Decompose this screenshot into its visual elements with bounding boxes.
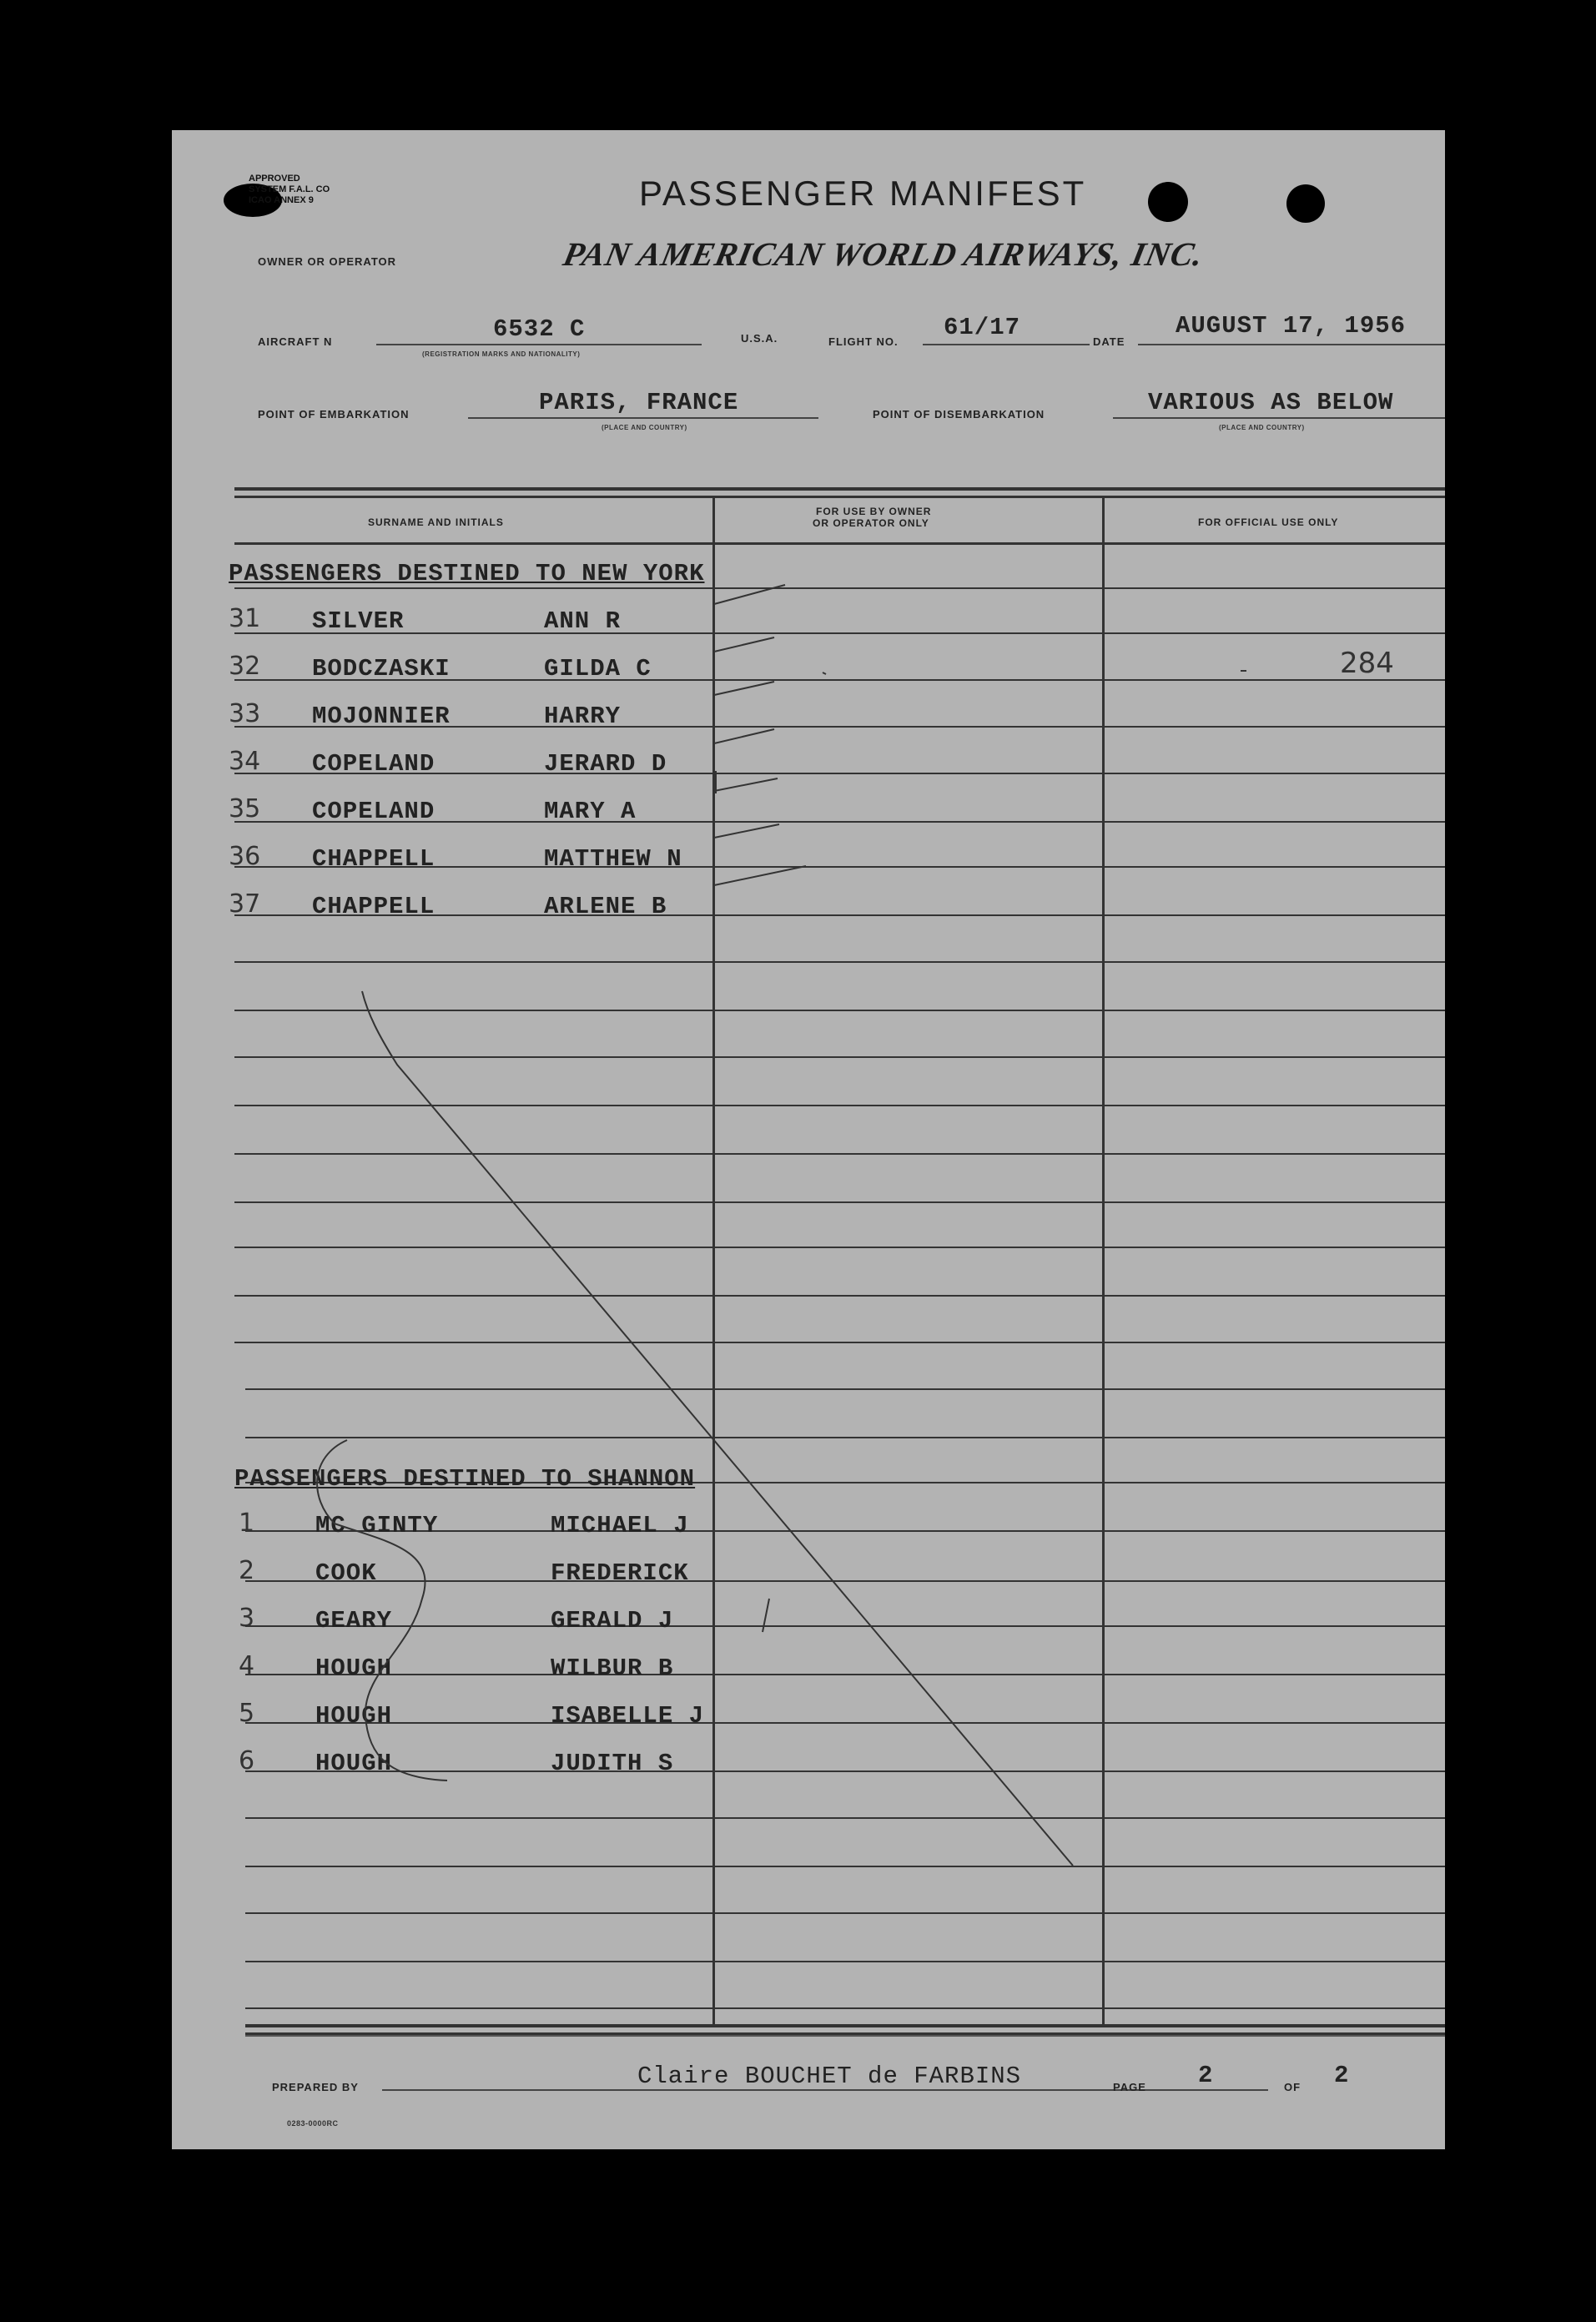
flight-value: 61/17 bbox=[944, 314, 1021, 341]
official-use-value: 284 bbox=[1340, 647, 1394, 680]
passenger-surname: MC GINTY bbox=[315, 1512, 439, 1539]
passenger-surname: COOK bbox=[315, 1559, 377, 1587]
passenger-surname: SILVER bbox=[312, 607, 405, 635]
stamp-line-1: APPROVED bbox=[249, 174, 300, 184]
page-label: PAGE bbox=[1113, 2081, 1146, 2093]
passenger-surname: BODCZASKI bbox=[312, 655, 451, 682]
passenger-surname: HOUGH bbox=[315, 1655, 393, 1682]
footer-rule bbox=[245, 2035, 1445, 2037]
check-mark bbox=[714, 637, 774, 652]
column-header-owner-2: OR OPERATOR ONLY bbox=[813, 517, 929, 529]
passenger-number: 3 bbox=[239, 1604, 255, 1633]
passenger-number: 35 bbox=[229, 794, 261, 824]
passenger-number: 32 bbox=[229, 652, 261, 681]
passenger-surname: CHAPPELL bbox=[312, 893, 436, 920]
form-code: 0283-0000RC bbox=[287, 2119, 339, 2128]
flight-label: FLIGHT NO. bbox=[828, 335, 899, 348]
column-header-surname: SURNAME AND INITIALS bbox=[368, 516, 504, 528]
passenger-surname: COPELAND bbox=[312, 798, 436, 825]
passenger-number: 4 bbox=[239, 1651, 255, 1680]
passenger-surname: MOJONNIER bbox=[312, 703, 451, 730]
place-note-disembark: (PLACE AND COUNTRY) bbox=[1219, 424, 1305, 431]
section-heading-shannon: PASSENGERS DESTINED TO SHANNON bbox=[234, 1465, 696, 1493]
passenger-number: 31 bbox=[229, 604, 261, 633]
disembark-value: VARIOUS AS BELOW bbox=[1148, 389, 1394, 416]
passenger-given-name: MATTHEW N bbox=[544, 845, 682, 873]
passenger-number: 34 bbox=[229, 747, 261, 776]
of-value: 2 bbox=[1334, 2062, 1350, 2089]
passenger-number: 37 bbox=[229, 889, 261, 919]
aircraft-label: AIRCRAFT N bbox=[258, 335, 333, 348]
passenger-surname: HOUGH bbox=[315, 1702, 393, 1730]
manifest-sheet bbox=[172, 130, 1445, 2149]
prepared-label: PREPARED BY bbox=[272, 2081, 359, 2093]
usa-label: U.S.A. bbox=[741, 332, 778, 345]
passenger-number: 2 bbox=[239, 1556, 255, 1585]
passenger-surname: CHAPPELL bbox=[312, 845, 436, 873]
passenger-given-name: JERARD D bbox=[544, 750, 667, 778]
passenger-surname: HOUGH bbox=[315, 1750, 393, 1777]
embark-value: PARIS, FRANCE bbox=[539, 389, 739, 416]
place-note-embark: (PLACE AND COUNTRY) bbox=[602, 424, 687, 431]
passenger-given-name: HARRY bbox=[544, 703, 622, 730]
prepared-value: Claire BOUCHET de FARBINS bbox=[637, 2063, 1022, 2090]
bracket-curve bbox=[317, 1440, 447, 1781]
embark-label: POINT OF EMBARKATION bbox=[258, 408, 410, 421]
passenger-surname: COPELAND bbox=[312, 750, 436, 778]
passenger-given-name: GERALD J bbox=[551, 1607, 674, 1634]
date-label: DATE bbox=[1093, 335, 1125, 348]
check-mark bbox=[714, 824, 779, 838]
passenger-surname: GEARY bbox=[315, 1607, 393, 1634]
handwritten-marks bbox=[172, 130, 1445, 2149]
registration-note: (REGISTRATION MARKS AND NATIONALITY) bbox=[422, 350, 581, 358]
passenger-number: 36 bbox=[229, 842, 261, 871]
passenger-given-name: GILDA C bbox=[544, 655, 652, 682]
column-header-owner-1: FOR USE BY OWNER bbox=[816, 506, 932, 517]
of-label: OF bbox=[1284, 2081, 1301, 2093]
passenger-number: 1 bbox=[239, 1509, 255, 1538]
check-mark bbox=[714, 778, 778, 791]
check-mark bbox=[714, 682, 774, 695]
section-heading-new-york: PASSENGERS DESTINED TO NEW YORK bbox=[229, 560, 705, 587]
passenger-number: 5 bbox=[239, 1699, 255, 1728]
airline-name: PAN AMERICAN WORLD AIRWAYS, INC. bbox=[560, 235, 1208, 273]
page-value: 2 bbox=[1198, 2062, 1214, 2089]
diagonal-strike bbox=[362, 991, 1073, 1866]
check-mark bbox=[714, 729, 774, 743]
passenger-given-name: FREDERICK bbox=[551, 1559, 689, 1587]
stamp-line-2: SYSTEM F.A.L. CO bbox=[249, 184, 330, 194]
column-header-official: FOR OFFICIAL USE ONLY bbox=[1198, 516, 1339, 528]
passenger-given-name: MICHAEL J bbox=[551, 1512, 689, 1539]
tick-mark bbox=[823, 672, 826, 674]
check-mark bbox=[714, 585, 785, 604]
passenger-given-name: JUDITH S bbox=[551, 1750, 674, 1777]
check-mark bbox=[714, 866, 806, 885]
stamp-line-3: ICAO ANNEX 9 bbox=[249, 195, 314, 205]
passenger-number: 33 bbox=[229, 699, 261, 728]
passenger-given-name: WILBUR B bbox=[551, 1655, 674, 1682]
passenger-number: 6 bbox=[239, 1746, 255, 1775]
date-value: AUGUST 17, 1956 bbox=[1176, 312, 1407, 340]
passenger-given-name: MARY A bbox=[544, 798, 637, 825]
tick-mark bbox=[763, 1599, 769, 1632]
passenger-given-name: ANN R bbox=[544, 607, 622, 635]
passenger-given-name: ARLENE B bbox=[544, 893, 667, 920]
page-title: PASSENGER MANIFEST bbox=[639, 174, 1087, 213]
aircraft-value: 6532 C bbox=[493, 315, 586, 343]
owner-label: OWNER OR OPERATOR bbox=[258, 255, 397, 268]
disembark-label: POINT OF DISEMBARKATION bbox=[873, 408, 1045, 421]
passenger-given-name: ISABELLE J bbox=[551, 1702, 705, 1730]
